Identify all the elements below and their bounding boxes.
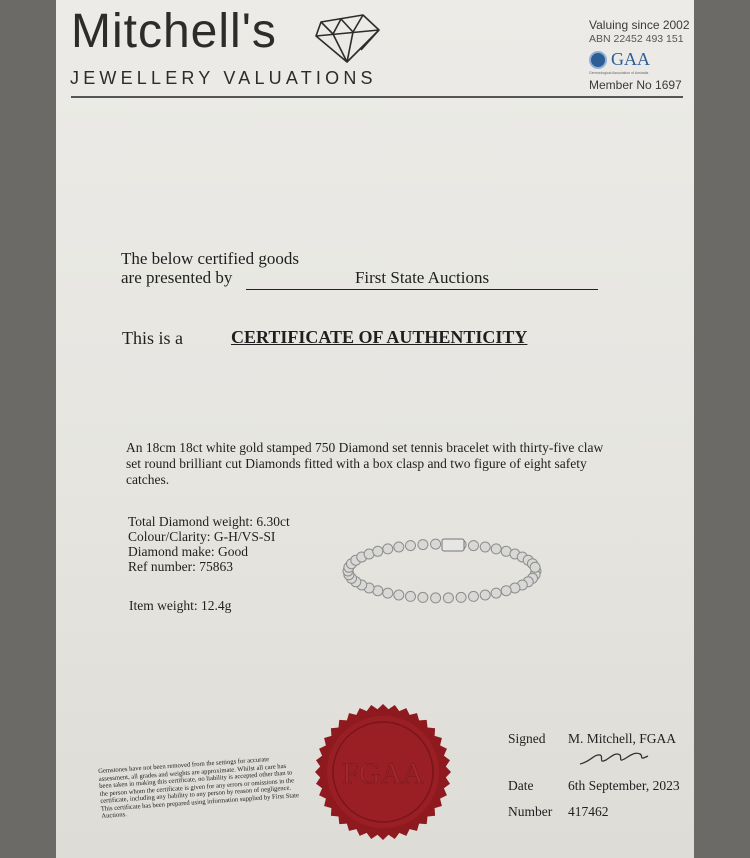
spec-ref-number: Ref number: 75863 xyxy=(128,559,233,574)
spec-diamond-make: Diamond make: Good xyxy=(128,544,248,559)
header-divider xyxy=(71,96,683,98)
bracelet-link xyxy=(480,542,490,552)
diamond-icon xyxy=(313,12,383,64)
header-credentials xyxy=(589,18,690,92)
bracelet-link xyxy=(530,562,540,572)
bracelet-link xyxy=(394,542,404,552)
certificate-title: CERTIFICATE OF AUTHENTICITY xyxy=(231,327,528,347)
bracelet-photo xyxy=(340,535,545,607)
abn-number: ABN 22452 493 151 xyxy=(589,33,684,45)
bracelet-link xyxy=(501,586,511,596)
signed-label: Signed xyxy=(508,731,546,746)
date-label: Date xyxy=(508,778,534,793)
bracelet-link xyxy=(469,541,479,551)
item-description: An 18cm 18ct white gold stamped 750 Diamond set tennis bracelet with thirty-five claw set round brilliant cut Diamonds fitted with a box clasp and two figure of eight safety catches. xyxy=(126,440,604,487)
bracelet-link xyxy=(406,591,416,601)
signed-value: M. Mitchell, FGAA xyxy=(568,731,676,746)
bracelet-link xyxy=(480,590,490,600)
valuing-since: Valuing since 2002 xyxy=(589,18,690,32)
gaa-label: GAA xyxy=(611,49,650,69)
spec-total-weight: Total Diamond weight: 6.30ct xyxy=(128,514,290,529)
bracelet-link xyxy=(443,593,453,603)
this-is-label: This is a xyxy=(122,328,183,348)
presented-line-1: The below certified goods xyxy=(121,249,299,268)
bracelet-link xyxy=(394,590,404,600)
bracelet-clasp xyxy=(442,539,464,551)
seal-text: FGAA xyxy=(342,757,424,790)
gaa-full-name: Gemmological Association of Australia xyxy=(589,71,649,75)
brand-name: Mitchell's xyxy=(71,5,277,58)
gaa-badge xyxy=(589,49,690,70)
bracelet-link xyxy=(491,588,501,598)
bracelet-link xyxy=(456,592,466,602)
spec-colour-clarity: Colour/Clarity: G-H/VS-SI xyxy=(128,529,276,544)
bracelet-link xyxy=(418,592,428,602)
bracelet-link xyxy=(383,588,393,598)
disclaimer-text: Gemstones have not been removed from the settings for accurate assessment, all grades and weights are approximate. Whilst all care has been taken in making this certificate, no liability is accepted other than to the person whom the certificate is given for any errors or omissions in the certificate, including any liability to any person by reason of negligence. This certificate has been prepared using information supplied by First State Auctions. xyxy=(98,756,300,820)
certificate-page xyxy=(56,0,694,858)
brand-subtitle: JEWELLERY VALUATIONS xyxy=(70,68,377,88)
bracelet-link xyxy=(373,546,383,556)
number-label: Number xyxy=(508,804,553,819)
bracelet-link xyxy=(491,544,501,554)
number-value: 417462 xyxy=(568,804,609,819)
bracelet-link xyxy=(431,593,441,603)
item-specs xyxy=(128,514,290,574)
presented-by-value: First State Auctions xyxy=(246,268,598,290)
date-value: 6th September, 2023 xyxy=(568,778,680,793)
bracelet-link xyxy=(431,539,441,549)
signature-mark xyxy=(576,746,656,768)
wax-seal xyxy=(314,703,452,841)
item-weight: Item weight: 12.4g xyxy=(129,598,232,613)
gaa-logo-icon xyxy=(589,51,607,69)
bracelet-link xyxy=(469,591,479,601)
bracelet-link xyxy=(418,540,428,550)
presented-line-2: are presented by xyxy=(121,268,233,287)
member-number: Member No 1697 xyxy=(589,78,682,92)
bracelet-link xyxy=(383,544,393,554)
bracelet-link xyxy=(406,541,416,551)
